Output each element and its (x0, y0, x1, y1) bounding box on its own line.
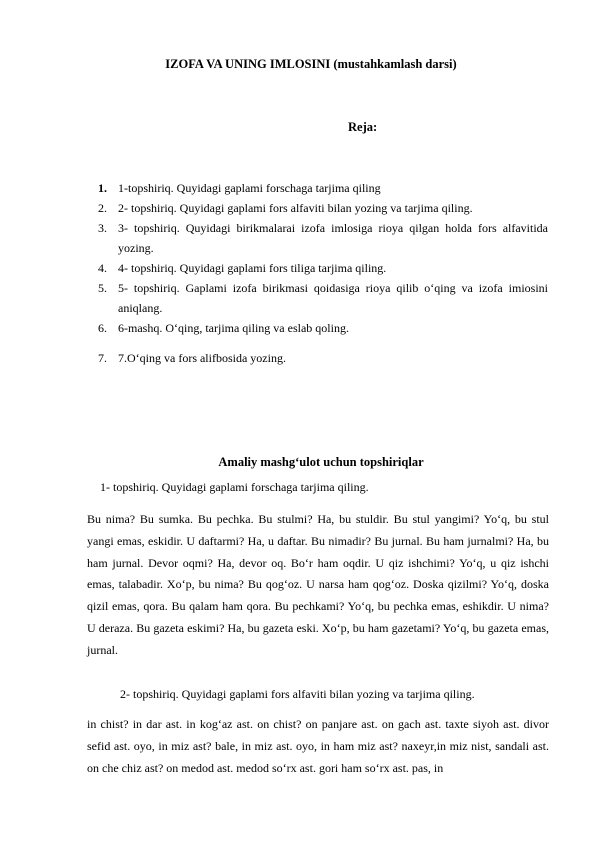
task1-paragraph: Bu nima? Bu sumka. Bu pechka. Bu stulmi? Ha, bu stuldir. Bu stul yangimi? Yo‘q, bu stul yangi emas, eskidir. U daftarmi? Ha, u daftar. Bu nimadir? Bu jurnal. Bu ham jurnalmi? Ha, bu ham jurnal. Devor oqmi? Ha, devor oq. Bo‘r ham oqdir. U qiz ishchimi? Yo‘q, u qiz ishchi emas, talabadir. Xo‘p, bu nima? Bu qog‘oz. U narsa ham qog‘oz. Doska qizilmi? Yo‘q, doska qizil emas, qora. Bu qalam ham qora. Bu pechkami? Yo‘q, bu pechka emas, eshikdir. U nima? U deraza. Bu gazeta eskimi? Ha, bu gazeta eski. Xo‘p, bu ham gazetami? Yo‘q, bu gazeta emas, jurnal. (87, 512, 549, 657)
plan-item-text: 5- topshiriq. Gaplami izofa birikmasi qoidasiga rioya qilib o‘qing va izofa imiosini aniqlang. (118, 281, 548, 315)
plan-item-4 (98, 258, 548, 278)
task2-heading: 2- topshiriq. Quyidagi gaplami fors alfaviti bilan yozing va tarjima qiling. (120, 687, 475, 701)
plan-item-3 (98, 218, 548, 258)
plan-item-5 (98, 278, 548, 318)
plan-item-number: 5. (98, 281, 107, 295)
plan-item-1 (98, 178, 548, 198)
list-spacer (98, 338, 548, 348)
plan-item-number: 2. (98, 201, 107, 215)
plan-item-text: 2- topshiriq. Quyidagi gaplami fors alfaviti bilan yozing va tarjima qiling. (118, 201, 473, 215)
plan-heading: Reja: (348, 120, 378, 134)
plan-item-text: 3- topshiriq. Quyidagi birikmalarai izofa imlosiga rioya qilgan holda fors alfavitida yozing. (118, 221, 548, 255)
plan-item-2 (98, 198, 548, 218)
plan-item-number: 4. (98, 261, 107, 275)
section-heading: Amaliy mashg‘ulot uchun topshiriqlar (218, 455, 424, 469)
plan-item-7 (98, 348, 548, 368)
plan-item-number: 3. (98, 221, 107, 235)
task1-heading: 1- topshiriq. Quyidagi gaplami forschaga tarjima qiling. (100, 480, 369, 494)
plan-list (98, 178, 548, 368)
plan-item-text: 6-mashq. O‘qing, tarjima qiling va eslab qoling. (118, 321, 349, 335)
plan-item-number: 6. (98, 321, 107, 335)
plan-item-text: 4- topshiriq. Quyidagi gaplami fors tiliga tarjima qiling. (118, 261, 387, 275)
page-title: IZOFA VA UNING IMLOSINI (mustahkamlash darsi) (165, 57, 457, 71)
plan-item-text: 7.O‘qing va fors alifbosida yozing. (118, 351, 286, 365)
plan-item-number: 7. (98, 351, 107, 365)
task2-paragraph: in chist? in dar ast. in kog‘az ast. on chist? on panjare ast. on gach ast. taxte siyoh ast. divor sefid ast. oyo, in miz ast? bale, in miz ast. oyo, in ham miz ast? naxeyr,in miz nist, sandali ast. on che chiz ast? on medod ast. medod so‘rx ast. gori ham so‘rx ast. pas, in (87, 717, 549, 775)
plan-item-text: 1-topshiriq. Quyidagi gaplami forschaga tarjima qiling (118, 181, 381, 195)
plan-item-6 (98, 318, 548, 338)
plan-item-number: 1. (98, 181, 107, 195)
